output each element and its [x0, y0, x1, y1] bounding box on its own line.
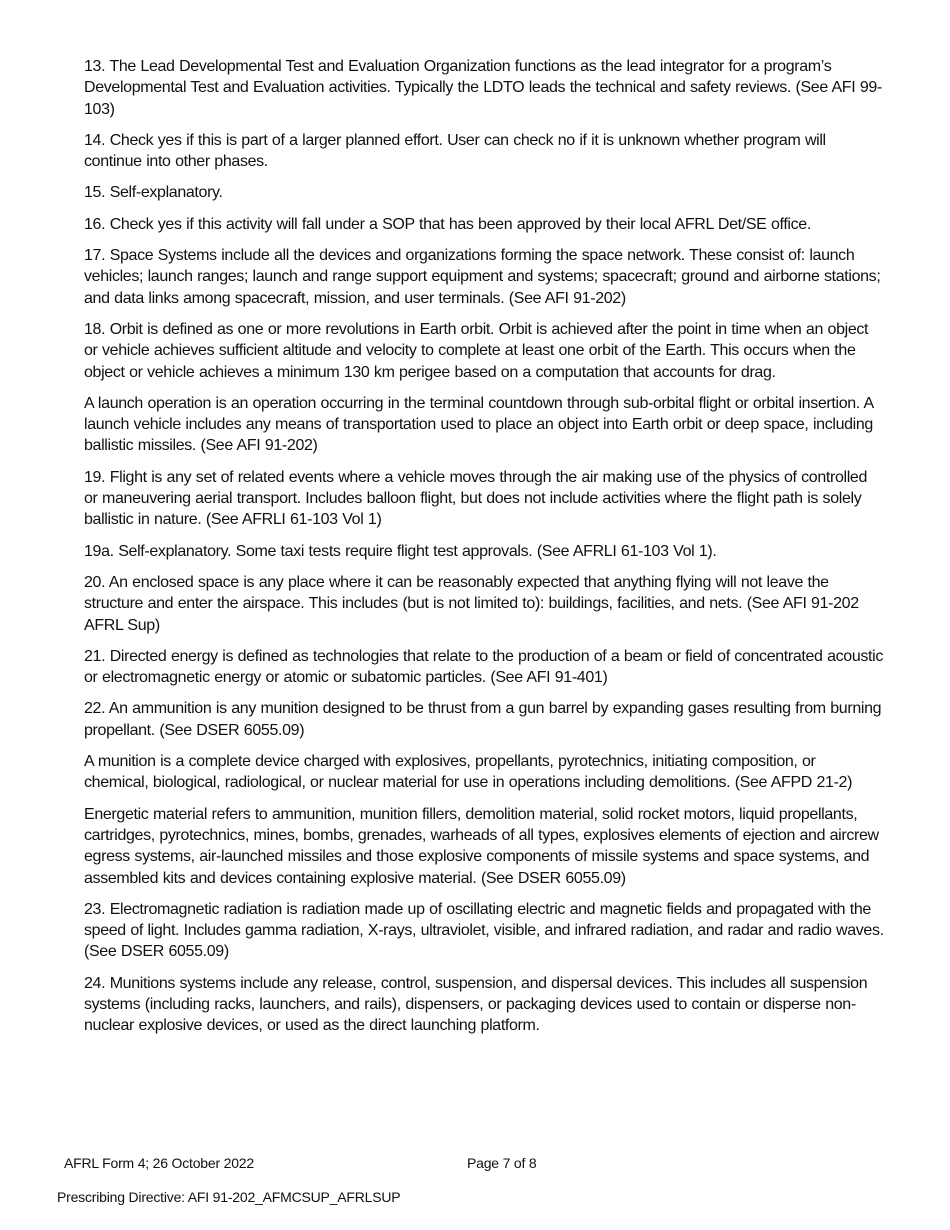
- paragraph-23: 23. Electromagnetic radiation is radiation made up of oscillating electric and magnetic fields and propagated with the speed of light. Includes gamma radiation, X-rays, ultraviolet, visible, and infrared radiation, and radar and radio waves. (See DSER 6055.09): [84, 900, 884, 961]
- paragraph-22: 22. An ammunition is any munition designed to be thrust from a gun barrel by expanding gases resulting from burning propellant. (See DSER 6055.09): [84, 700, 882, 739]
- footer-form-label: AFRL Form 4; 26 October 2022: [64, 1155, 254, 1171]
- paragraph-24: 24. Munitions systems include any release, control, suspension, and dispersal devices. This includes all suspension systems (including racks, launchers, and rails), dispensers, or packaging devices used to contain or disperse non-nuclear explosive devices, or used as the direct launching platform.: [84, 974, 868, 1035]
- paragraph-16: 16. Check yes if this activity will fall under a SOP that has been approved by their local AFRL Det/SE office.: [84, 215, 811, 233]
- paragraph-17: 17. Space Systems include all the devices and organizations forming the space network. These consist of: launch vehicles; launch ranges; launch and range support equipment and systems; spacecraft; ground and airborne stations; and data links among spacecraft, mission, and user terminals. (See AFI 91-202): [84, 247, 881, 307]
- paragraph-15: 15. Self-explanatory.: [84, 184, 223, 202]
- paragraph-launch-operation: A launch operation is an operation occurring in the terminal countdown through sub-orbital flight or orbital insertion. A launch vehicle includes any means of transportation used to place an object into Earth orbit or deep space, including ballistic missiles. (See AFI 91-202): [84, 394, 873, 455]
- paragraph-18: 18. Orbit is defined as one or more revolutions in Earth orbit. Orbit is achieved after the point in time when an object or vehicle achieves sufficient altitude and velocity to complete at least one orbit of the Earth. This occurs when the object or vehicle achieves a minimum 130 km perigee based on a computation that accounts for drag.: [84, 320, 869, 381]
- paragraph-energetic-material: Energetic material refers to ammunition, munition fillers, demolition material, solid rocket motors, liquid propellants, cartridges, pyrotechnics, mines, bombs, grenades, warheads of all types, explosives elements of ejection and aircrew egress systems, air-launched missiles and those explosive components of missile systems and space systems, and assembled kits and devices containing explosive material. (See DSER 6055.09): [84, 805, 879, 887]
- paragraph-20: 20. An enclosed space is any place where it can be reasonably expected that anything flying will not leave the structure and enter the airspace. This includes (but is not limited to): buildings, facilities, and nets. (See AFI 91-202 AFRL Sup): [84, 573, 859, 634]
- paragraph-19a: 19a. Self-explanatory. Some taxi tests require flight test approvals. (See AFRLI 61-103 Vol 1).: [84, 542, 717, 560]
- paragraph-14: 14. Check yes if this is part of a larger planned effort. User can check no if it is unknown whether program will continue into other phases.: [84, 131, 826, 171]
- paragraph-19: 19. Flight is any set of related events where a vehicle moves through the air making use of the physics of controlled or maneuvering aerial transport. Includes balloon flight, but does not include activities where the flight path is solely ballistic in nature. (See AFRLI 61-103 Vol 1): [84, 468, 867, 529]
- footer-prescribing-directive: Prescribing Directive: AFI 91-202_AFMCSUP_AFRLSUP: [57, 1189, 401, 1205]
- paragraph-munition: A munition is a complete device charged with explosives, propellants, pyrotechnics, initiating composition, or chemical, biological, radiological, or nuclear material for use in operations including demolitions. (See AFPD 21-2): [84, 753, 853, 792]
- paragraph-21: 21. Directed energy is defined as technologies that relate to the production of a beam or field of concentrated acoustic or electromagnetic energy or atomic or subatomic particles. (See AFI 91-401): [84, 647, 883, 687]
- paragraph-13: 13. The Lead Developmental Test and Evaluation Organization functions as the lead integrator for a program’s Developmental Test and Evaluation activities. Typically the LDTO leads the technical and safety reviews. (See AFI 99-103): [84, 58, 882, 118]
- footer-page-number: Page 7 of 8: [467, 1155, 537, 1171]
- document-body: [84, 56, 884, 1047]
